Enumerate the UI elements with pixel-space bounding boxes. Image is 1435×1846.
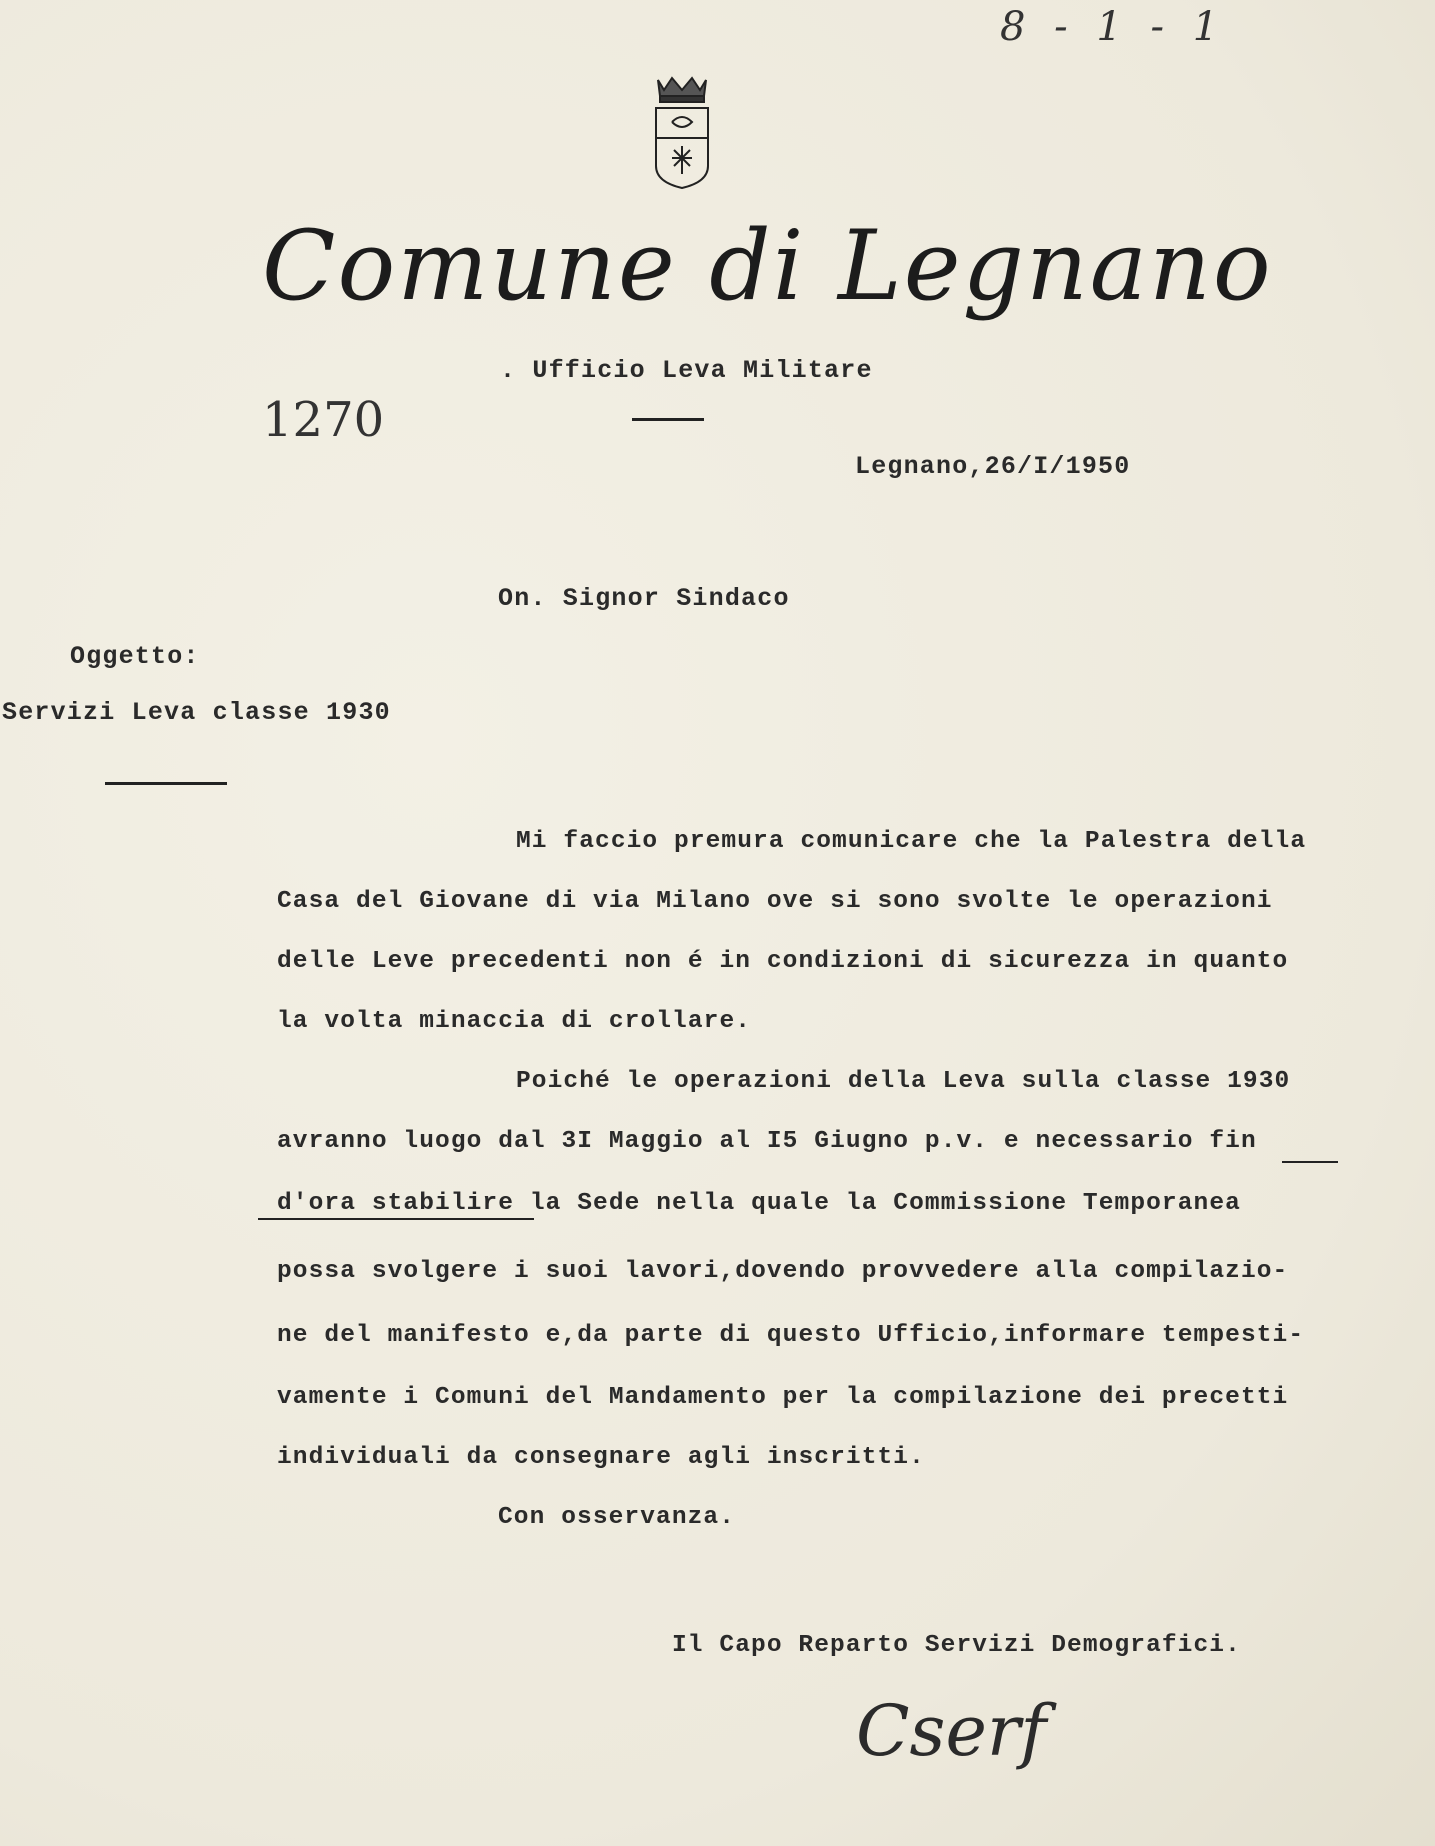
body-line: Casa del Giovane di via Milano ove si sono svolte le operazioni	[277, 888, 1273, 915]
subject-text: Servizi Leva classe 1930	[2, 698, 391, 727]
body-line: possa svolgere i suoi lavori,dovendo provvedere alla compilazio-	[277, 1258, 1289, 1285]
coat-of-arms-icon	[650, 74, 714, 192]
signatory: Il Capo Reparto Servizi Demografici.	[672, 1632, 1241, 1659]
place-date: Legnano,26/I/1950	[855, 452, 1131, 481]
body-line: d'ora stabilire la Sede nella quale la Commissione Temporanea	[277, 1190, 1241, 1217]
underline-mark	[258, 1218, 534, 1220]
handwritten-annotation: 8 - 1 - 1	[1000, 4, 1227, 50]
subject-label: Oggetto:	[70, 642, 200, 671]
signature: Cserf	[856, 1690, 1047, 1772]
office-name: . Ufficio Leva Militare	[500, 356, 873, 385]
closing: Con osservanza.	[498, 1504, 736, 1531]
protocol-number: 1270	[262, 392, 385, 448]
header-rule	[632, 418, 704, 421]
body-line: ne del manifesto e,da parte di questo Ufficio,informare tempesti-	[277, 1322, 1305, 1349]
underline-mark	[1282, 1161, 1338, 1163]
body-line: avranno luogo dal 3I Maggio al I5 Giugno p.v. e necessario fin	[277, 1128, 1257, 1155]
subject-rule	[105, 782, 227, 785]
body-line: delle Leve precedenti non é in condizioni di sicurezza in quanto	[277, 948, 1289, 975]
body-line: Poiché le operazioni della Leva sulla classe 1930	[516, 1068, 1291, 1095]
body-line: vamente i Comuni del Mandamento per la compilazione dei precetti	[277, 1384, 1289, 1411]
body-line: individuali da consegnare agli inscritti.	[277, 1444, 925, 1471]
addressee: On. Signor Sindaco	[498, 584, 790, 613]
letterhead-title: Comune di Legnano	[262, 210, 1273, 322]
body-line: Mi faccio premura comunicare che la Palestra della	[516, 828, 1307, 855]
body-line: la volta minaccia di crollare.	[277, 1008, 752, 1035]
